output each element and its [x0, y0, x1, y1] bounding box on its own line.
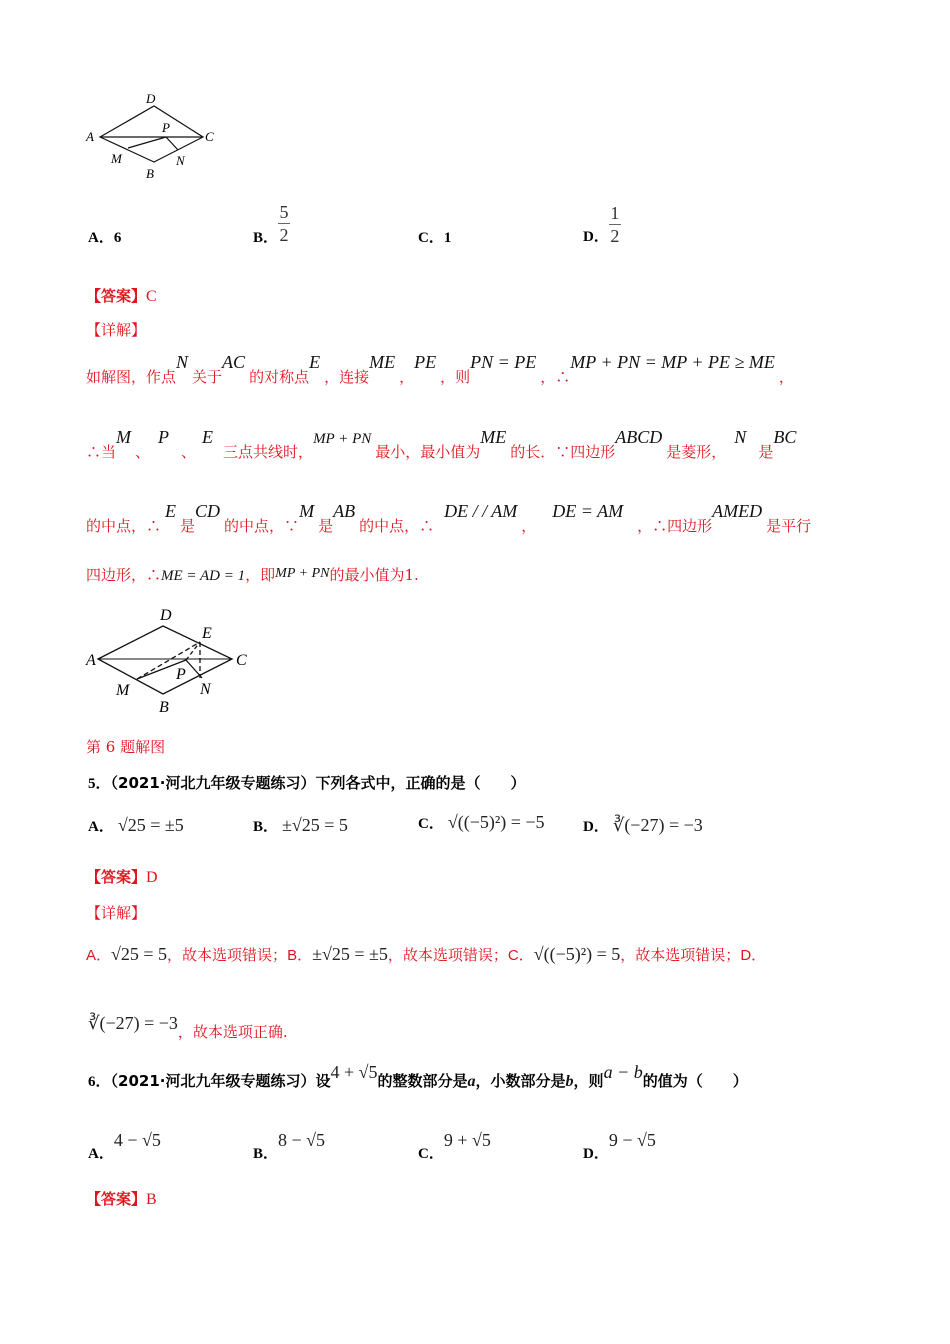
q4-options-C-label: C． — [418, 230, 444, 246]
q6-stem-expr: 4 + √5 — [330, 1062, 378, 1082]
label-M: M — [111, 151, 122, 166]
q5-detail-c-expr: √((−5)²) = 5 — [533, 944, 621, 964]
q4-detail-line1-m5: PE — [414, 352, 437, 372]
q4-options-B-numerator: 5 — [279, 202, 289, 222]
label-N: N — [200, 681, 211, 698]
q5-detail-a-label: A． — [86, 947, 112, 964]
q5-detail-a-expr: √25 = 5 — [111, 944, 168, 964]
q4-detail-line3-t2: 是 — [180, 517, 196, 535]
q4-detail-line3-m3: M — [299, 501, 315, 521]
q5-detail-c-text: ，故本选项错误； — [620, 946, 741, 964]
q4-option-b — [253, 200, 290, 247]
label-C: C — [205, 129, 214, 144]
q4-detail-line2-m8: BC — [773, 427, 797, 447]
q4-detail-line2-m3: E — [202, 427, 214, 447]
q4-detail-line3-m5: DE / / AM — [444, 501, 518, 521]
q6-stem-pre: 设 — [315, 1072, 331, 1090]
q6-option-c — [418, 1130, 491, 1162]
q4-detail-line2 — [86, 427, 797, 461]
q6-stem-end: 的值为（ ） — [642, 1072, 748, 1090]
q4-detail-line2-t3: 、 — [181, 443, 197, 461]
q4-detail-line2-t7: 是菱形， — [666, 443, 727, 461]
figure-caption: 第 6 题解图 — [86, 738, 166, 756]
q6-var-a: a — [467, 1073, 476, 1090]
q5-option-b — [253, 815, 348, 836]
q4-detail-line2-m4: MP + PN — [313, 431, 372, 447]
q4-options-D-label: D． — [583, 229, 609, 245]
q4-answer — [86, 285, 157, 306]
q5-stem: 下列各式中，正确的是（ ） — [315, 774, 526, 792]
q4-options-B-denominator: 2 — [279, 225, 289, 245]
q4-detail-line1-t5: ， — [399, 368, 415, 386]
q4-detail-line2-t1: ∴当 — [86, 443, 117, 461]
q6-options-D-label: D． — [583, 1146, 609, 1162]
q4-detail-line1-t8: ， — [778, 368, 794, 386]
q6-stem-mid2: ，小数部分是 — [475, 1072, 566, 1090]
q4-detail-line3-t6: ， — [521, 517, 537, 535]
fraction — [278, 203, 290, 244]
q4-detail-line3-m6: DE = AM — [552, 501, 624, 521]
q5-detail-d-expr: ∛(−27) = −3 — [88, 1013, 178, 1033]
q4-detail-line4-t1: 四边形，∴ — [86, 566, 162, 584]
q4-options-D-numerator: 1 — [610, 203, 620, 223]
q5-options-B-label: B． — [253, 819, 279, 835]
q4-detail-line2-m6: ABCD — [615, 427, 663, 447]
q5-detail-b-text: ，故本选项错误； — [387, 946, 508, 964]
q5-answer — [86, 866, 158, 887]
q6-answer — [86, 1188, 157, 1209]
q5-answer-tag: 【答案】 — [86, 868, 147, 886]
q4-detail-line1-t6: ，则 — [440, 368, 471, 386]
q4-detail-line4-m1: ME = AD = 1 — [161, 568, 246, 584]
q5-number: 5． — [88, 776, 111, 792]
q4-detail-line3 — [86, 501, 812, 535]
label-M: M — [116, 682, 130, 699]
q6-number: 6． — [88, 1074, 111, 1090]
q4-detail-line1-m2: AC — [222, 352, 246, 372]
q4-detail-line1-m3: E — [309, 352, 321, 372]
q6-option-a — [88, 1130, 161, 1162]
q6-options-C-expr: 9 + √5 — [443, 1130, 491, 1150]
q4-detail-line3-m7: AMED — [712, 501, 763, 521]
q4-detail-line4 — [86, 564, 419, 585]
q5-detail-tag: 【详解】 — [86, 904, 147, 922]
q4-detail-line3-t4: 是 — [318, 517, 334, 535]
rhombus-figure-1 — [84, 90, 224, 185]
q6-options-D-expr: 9 − √5 — [608, 1130, 656, 1150]
q4-options-A-label: A． — [88, 230, 114, 246]
q4-detail-line1-m6: PN = PE — [470, 352, 537, 372]
label-C: C — [236, 652, 247, 669]
q4-detail-line4-t2: ，即 — [245, 566, 276, 584]
q4-detail-line1-m4: ME — [369, 352, 396, 372]
q6-stem-mid3: ，则 — [573, 1072, 604, 1090]
q4-answer-tag: 【答案】 — [86, 287, 147, 305]
rhombus-solution-figure — [84, 604, 254, 719]
q4-detail-line3-t3: 的中点，∵ — [224, 517, 300, 535]
q6-option-d — [583, 1130, 656, 1162]
label-B: B — [159, 699, 169, 716]
q4-detail-line1-t4: ，连接 — [324, 368, 370, 386]
q5-detail-c-label: C． — [507, 947, 534, 964]
q5-options-C-label: C． — [418, 816, 444, 832]
q4-options-D-denominator: 2 — [610, 226, 620, 246]
q4-detail-line3-t8: 是平行 — [766, 517, 812, 535]
q5-option-d — [583, 815, 703, 836]
q4-detail-line2-m5: ME — [480, 427, 507, 447]
q4-detail-line2-t8: 是 — [758, 443, 774, 461]
q5-options-A-expr: √25 = ±5 — [117, 815, 184, 835]
q5-detail-line1 — [86, 944, 766, 965]
q6-answer-tag: 【答案】 — [86, 1190, 147, 1208]
q6-var-b: b — [565, 1073, 574, 1090]
q4-detail-line2-t6: 的长．∵四边形 — [510, 443, 616, 461]
q5-options-C-expr: √((−5)²) = −5 — [447, 812, 545, 832]
q5-option-a — [88, 815, 184, 836]
q5-detail-d-text: ，故本选项正确. — [177, 1023, 288, 1041]
q4-options-B-label: B． — [253, 230, 279, 246]
q6-source: （2021·河北九年级专题练习） — [110, 1072, 316, 1090]
label-N: N — [176, 153, 185, 168]
q6-option-b — [253, 1130, 326, 1162]
q4-detail-line2-t2: 、 — [135, 443, 151, 461]
q6-answer-value: B — [146, 1191, 157, 1208]
q5-options-D-label: D． — [583, 819, 609, 835]
q5-source: （2021·河北九年级专题练习） — [110, 774, 316, 792]
q4-detail-line2-m1: M — [116, 427, 132, 447]
q5-detail-b-label: B． — [287, 947, 313, 964]
q6-stem-mid1: 的整数部分是 — [377, 1072, 468, 1090]
q4-option-a — [88, 226, 121, 247]
q6-options-A-expr: 4 − √5 — [113, 1130, 161, 1150]
q4-detail-line1-m1: N — [176, 352, 189, 372]
q6-stem-expr2: a − b — [603, 1062, 643, 1082]
label-A: A — [86, 129, 94, 144]
q4-detail-line3-m2: CD — [195, 501, 221, 521]
q4-options-C-value: 1 — [443, 230, 452, 246]
q5-detail-b-expr: ±√25 = ±5 — [312, 944, 388, 964]
q4-option-c — [418, 226, 451, 247]
q6-options-A-label: A． — [88, 1146, 114, 1162]
q5-options-B-expr: ±√25 = 5 — [282, 815, 348, 835]
q4-detail-line4-t3: 的最小值为1. — [329, 566, 419, 584]
q4-detail-line1-t1: 如解图，作点 — [86, 368, 177, 386]
q6-options-B-expr: 8 − √5 — [278, 1130, 326, 1150]
q4-detail-line1-t2: 关于 — [192, 368, 223, 386]
label-D: D — [146, 91, 156, 106]
q4-detail-line4-m2: MP + PN — [275, 566, 330, 581]
q4-detail-line1 — [86, 352, 794, 386]
q4-detail-line1-t7: ，∴ — [540, 368, 571, 386]
label-E: E — [202, 625, 212, 642]
q5-option-c — [418, 812, 545, 833]
q4-detail-line2-t5: 最小，最小值为 — [375, 443, 481, 461]
q5-detail-d-label: D． — [740, 947, 767, 964]
q4-detail-line3-m4: AB — [333, 501, 356, 521]
q4-detail-line1-m7: MP + PN = MP + PE ≥ ME — [570, 352, 775, 372]
q4-option-d — [583, 203, 621, 246]
q5-stem — [88, 772, 525, 793]
label-B: B — [146, 166, 154, 181]
q6-options-C-label: C． — [418, 1146, 444, 1162]
q4-detail-line1-t3: 的对称点 — [249, 368, 310, 386]
q5-options-A-label: A． — [88, 819, 114, 835]
q4-answer-value: C — [146, 288, 157, 305]
label-P: P — [176, 666, 186, 683]
q4-detail-line3-t1: 的中点，∴ — [86, 517, 162, 535]
q6-stem — [88, 1062, 748, 1091]
q4-options-A-value: 6 — [113, 230, 122, 246]
q4-detail-line3-m1: E — [165, 501, 177, 521]
q4-detail-line2-m2: P — [158, 427, 170, 447]
q4-detail-line2-m7: N — [734, 427, 747, 447]
q4-detail-line3-t5: 的中点，∴ — [359, 517, 435, 535]
q4-detail-line3-t7: ，∴四边形 — [637, 517, 713, 535]
q5-options-D-expr: ∛(−27) = −3 — [612, 815, 703, 835]
q4-detail-line2-t4: 三点共线时， — [223, 443, 314, 461]
q5-detail-line2 — [88, 1013, 288, 1041]
q4-detail-tag: 【详解】 — [86, 321, 147, 339]
q5-answer-value: D — [146, 869, 158, 886]
fraction — [609, 204, 621, 245]
label-A: A — [86, 652, 96, 669]
q6-options-B-label: B． — [253, 1146, 279, 1162]
label-P: P — [162, 120, 170, 135]
q5-detail-a-text: ，故本选项错误； — [167, 946, 288, 964]
label-D: D — [160, 607, 172, 624]
